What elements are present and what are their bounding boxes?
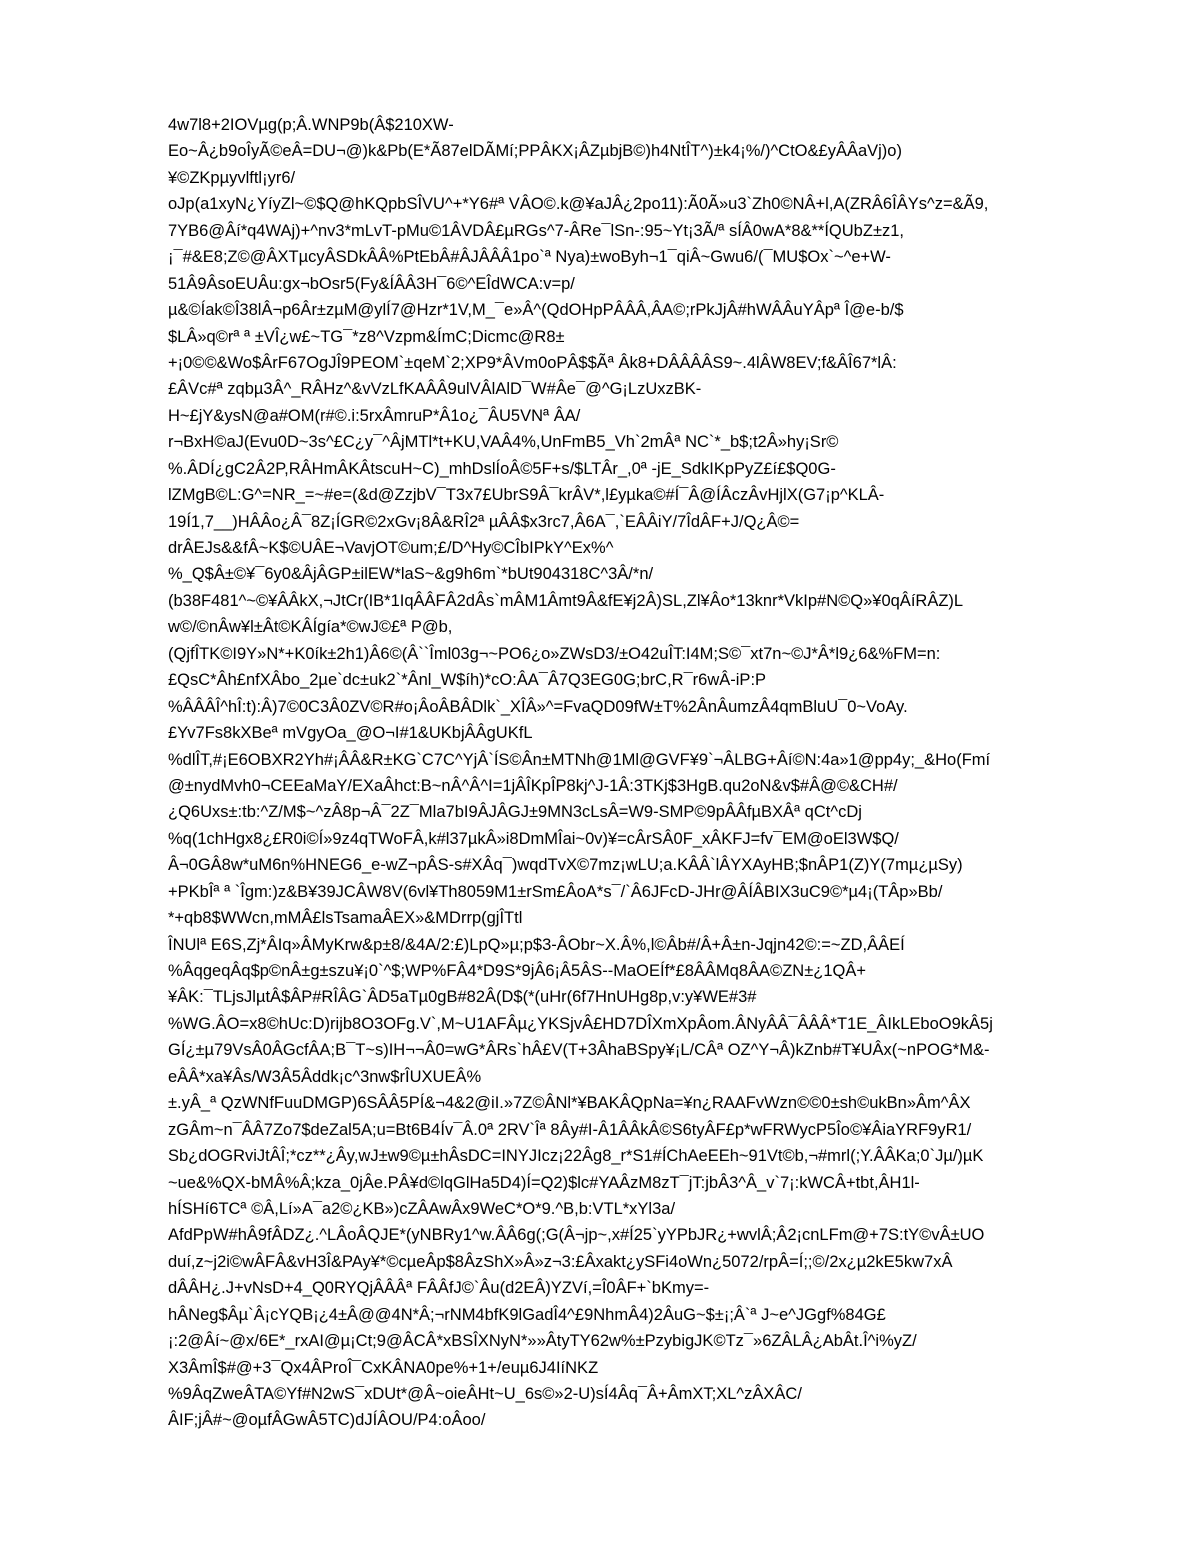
text-line: dÂÂH¿.J+vNsD+4_Q0RYQjÂÂÂª FÂÂfJ©`Âu(d2EÂ)YZVí,=Î0ÂF+`bKmy=-	[168, 1279, 710, 1298]
text-line: H~£jY&ysN@a#OM(r#©.i:5rxÂmruP*Â1o¿¯ÂU5VNª ÂA/	[168, 406, 581, 425]
text-line: duí,z~j2i©wÂFÂ&vH3Î&PAy¥*©cµeÂp$8ÂzShX»Â»z¬3:£Âxakt¿ySFi4oWn¿5072/rpÂ=Í;;©/2x¿µ2kE5kw7xÂ	[168, 1252, 953, 1271]
text-line: ¥ÂK:¯TLjsJlµtÂ$ÂP#RÎÂG`ÂD5aTµ0gB#82Â(D$(*(uHr(6f7HnUHg8p,v:y¥WE#3#	[168, 988, 757, 1007]
text-line: 19Í1,7__)HÂÂo¿Â¯8Z¡ÍGR©2xGv¡8Â&RÎ2ª µÂÂ$x3rc7,Â6A¯,`EÂÂiY/7ÎdÂF+J/Q¿Â©=	[168, 512, 800, 531]
text-line: Eo~Â¿b9oÎyÃ©eÂ=DU¬@)k&Pb(E*Ã87elDÃMí;PPÂKX¡ÂZµbjB©)h4NtÎT^)±k4¡%/)^CtO&£yÂÂaVj)o)	[168, 142, 902, 161]
text-line: ÎNUlª E6S,Zj*ÂIq»ÂMyKrw&p±8/&4A/2:£)LpQ»µ;p$3-ÂObr~X.Â%,l©Âb#/Â+Â±n-Jqjn42©:=~ZD,ÂÂEÍ	[168, 935, 905, 954]
text-line: ~ue&%QX-bMÂ%Â;kza_0jÂe.PÂ¥d©lqGlHa5D4)Í=Q2)$lc#YAÂzM8zT¯jT:jbÂ3^Â_v`7¡:kWCÂ+tbt,ÂH1l-	[168, 1173, 920, 1192]
text-line: %dlÎT,#¡E6OBXR2Yh#¡ÂÂ&R±KG`C7C^YjÂ`ÍS©Ân±MTNh@1Ml@GVF¥9`¬ÂLBG+Âí©N:4a»1@pp4y;_&Ho(Fmí	[168, 750, 991, 769]
text-line: ÂIF;jÂ#~@oµfÂGwÂ5TC)dJÍÂOU/P4:oÂoo/	[168, 1411, 486, 1430]
text-line: ¿Q6Uxs±:tb:^Z/M$~^zÂ8p¬Â¯2Z¯Mla7bI9ÂJÂGJ±9MN3cLsÂ=W9-SMP©9pÂÂfµBXÂª qCt^cDj	[168, 803, 862, 822]
text-line: $LÂ»q©rª ª ±VÎ¿w£~TG¯*z8^Vzpm&ÍmC;Dicmc@R8±	[168, 327, 565, 346]
text-line: lZMgB©L:G^=NR_=~#e=(&d@ZzjbV¯T3x7£UbrS9Â¯krÂV*,l£yµka©#Í¯Â@ÍÂczÂvHjlX(G7¡p^KLÂ-	[168, 486, 885, 505]
text-line: (QjfÎTK©I9Y»N*+K0ík±2h1)Â6©(Â``Îml03g¬~PO6¿o»ZWsD3/±O42uÎT:I4M;S©¯xt7n~©J*Â*l9¿6&%FM=n:	[168, 644, 941, 663]
text-line: oJp(a1xyN¿YíyZl~©$Q@hKQpbSÎVU^+*Y6#ª VÂO©.k@¥aJÂ¿2po11):Ã0Ã»u3`Zh0©NÂ+l,A(ZRÂ6ÎÂYs^z=&Ã9,	[168, 195, 989, 214]
text-line: ¡¯#&E8;Z©@ÂXTµcyÂSDkÂÂ%PtEbÂ#ÂJÂÂÂ1po`ª Nya)±woByh¬1¯qiÂ~Gwu6/(¯MU$Ox`~^e+W-	[168, 248, 891, 267]
text-line: AfdPpW#hÂ9fÂDZ¿.^LÂoÂQJE*(yNBRy1^w.ÂÂ6g(;G(Â¬jp~,x#Í25`yYPbJR¿+wvlÂ;Â2¡cnLFm@+7S:tY©vÂ±UO	[168, 1226, 985, 1245]
text-line: +¡0©©&Wo$ÂrF67OgJÎ9PEOM`±qeM`2;XP9*ÂVm0oPÂ$$Ãª Âk8+DÂÂÂÂS9~.4lÂW8EV;f&ÂÎ67*lÂ:	[168, 353, 897, 372]
text-line: zGÂm~n¯ÂÂ7Zo7$deZal5A;u=Bt6B4Ív¯Â.0ª 2RV`Îª 8Ây#I-Â1ÂÂkÂ©S6tyÂF£p*wFRWycP5Îo©¥ÂiaYRF9yR1/	[168, 1120, 972, 1139]
text-line: 4w7l8+2IOVµg(p;Â.WNP9b(Â$210XW-	[168, 116, 454, 134]
text-line: ±.yÂ_ª QzWNfFuuDMGP)6SÂÂ5PÍ&¬4&2@iI.»7Z©ÂNl*¥BAKÂQpNa=¥n¿RAAFvWzn©©0±sh©ukBn»Âm^ÂX	[168, 1094, 971, 1113]
text-line: 51Â9ÂsoEUÂu:gx¬bOsr5(Fy&ÍÂÂ3H¯6©^EÎdWCA:v=p/	[168, 274, 575, 293]
text-line: hÍSHí6TCª ©Â,Lí»A¯a2©¿KB»)cZÂAwÂx9WeC*O*9.^B,b:VTL*xYl3a/	[168, 1199, 676, 1218]
text-line: ¥©ZKpµyvlftl¡yr6/	[168, 168, 296, 187]
text-line: drÂEJs&&fÂ~K$©UÂE¬VavjOT©um;£/D^Hy©CÎbIPkY^Ex%^	[168, 539, 614, 557]
text-line: %WG.ÂO=x8©hUc:D)rijb8O3OFg.V`,M~U1AFÂµ¿YKSjvÂ£HD7DÎXmXpÂom.ÂNyÂÂ¯ÂÂÂ*T1E_ÂIkLEboO9kÂ5j	[168, 1014, 993, 1033]
document-body	[168, 112, 1128, 1434]
text-line: 7YB6@Âí*q4WAj)+^nv3*mLvT-pMu©1ÂVDÂ£µRGs^7-ÂRe¯lSn-:95~Yt¡3Ã/ª sÍÂ0wA*8&**ÍQUbZ±z1,	[168, 221, 905, 240]
text-line: %.ÂDÍ¿gC2Â2P,RÂHmÂKÂtscuH~C)_mhDslÍoÂ©5F+s/$LTÂr_,0ª -jE_SdkIKpPyZ£í£$Q0G-	[168, 459, 836, 478]
text-line: r¬BxH©aJ(Evu0D~3s^£C¿y¯^ÂjMTl*t+KU,VAÂ4%,UnFmB5_Vh`2mÂª NC`*_b$;t2Â»hy¡Sr©	[168, 433, 839, 452]
text-line: w©/©nÂw¥l±Ât©KÂÍgía*©wJ©£ª P@b,	[168, 618, 453, 637]
text-line: µ&©Íak©Î38lÂ¬p6Âr±zµM@ylÍ7@Hzr*1V,M_¯e»Â^(QdOHpPÂÂÂ,ÂA©;rPkJjÂ#hWÂÂuYÂpª Î@e-b/$	[168, 301, 904, 320]
text-line: (b38F481^~©¥ÂÂkX,¬JtCr(IB*1IqÂÂFÂ2dÂs`mÂM1Âmt9Â&fE¥j2Â)SL,Zl¥Âo*13knr*VkIp#N©Q»¥0qÂíRÂZ)L	[168, 591, 964, 610]
text-line: %9ÂqZweÂTA©Yf#N2wS¯xDUt*@Â~oieÂHt~U_6s©»2-U)sÍ4Âq¯Â+ÂmXT;XL^zÂXÂC/	[168, 1385, 802, 1403]
text-line: Sb¿dOGRviJtÂÎ;*cz**¿Ây,wJ±w9©µ±hÂsDC=INYJIcz¡22Âg8_r*S1#ÍChAeEEh~91Vt©b,¬#mrl(;Y.ÂÂKa;0`Jµ/)µK	[168, 1147, 984, 1166]
text-line: £QsC*Âh£nfXÂbo_2µe`dc±uk2`*Ânl_W$íh)*cO:ÂA¯Â7Q3EG0G;brC,R¯r6wÂ-iP:P	[168, 671, 767, 690]
text-line: £ÂVc#ª zqbµ3Â^_RÂHz^&vVzLfKAÂÂ9ulVÂlAlD¯W#Âe¯@^G¡LzUxzBK-	[168, 380, 702, 399]
text-line: hÂNeg$Âµ`Â¡cYQB¡¿4±Â@@4N*Â;¬rNM4bfK9lGadÎ4^£9NhmÂ4)2ÂuG~$±¡;Â`ª J~e^JGgf%84G£	[168, 1305, 886, 1324]
text-line: Â¬0GÂ8w*uM6n%HNEG6_e-wZ¬pÂS-s#XÂq¯)wqdTvX©7mz¡wLU;a.KÂÂ`lÂYXAyHB;$nÂP1(Z)Y(7mµ¿µSy)	[168, 856, 963, 875]
text-line: X3ÂmÎ$#@+3¯Qx4ÂProÎ¯CxKÂNA0pe%+1+/euµ6J4IíNKZ	[168, 1358, 599, 1377]
text-line: ¡:2@Âí~@x/6E*_rxAI@µ¡Ct;9@ÂCÂ*xBSÎXNyN*»»ÂtyTY62w%±PzybigJK©Tz¯»6ZÂLÂ¿AbÂt.Î^i%yZ/	[168, 1332, 917, 1351]
text-line: %ÂqgeqÂq$p©nÂ±g±szu¥¡0`^$;WP%FÂ4*D9S*9jÂ6¡Â5ÂS--MaOEÍf*£8ÂÂMq8ÂA©ZN±¿1QÂ+	[168, 962, 866, 980]
text-line: %q(1chHgx8¿£R0i©Í»9z4qTWoFÂ,k#l37µkÂ»i8DmMÎai~0v)¥=cÂrSÂ0F_xÂKFJ=fv¯EM@oEl3W$Q/	[168, 829, 899, 848]
text-line: @±nydMvh0¬CEEaMaY/EXaÂhct:B~nÂ^Â^I=1jÂÎKpÎP8kj^J-1Â:3TKj$3HgB.qu2oN&v$#Â@©&CH#/	[168, 776, 898, 795]
text-line: GÍ¿±µ79VsÂ0ÂGcfÂA;B¯T~s)IH¬¬Â0=wG*ÂRs`hÂ£V(T+3ÂhaBSpy¥¡L/CÂª OZ^Y¬Â)kZnb#T¥UÂx(~nPOG*M&-	[168, 1041, 990, 1060]
text-line: +PKbÎª ª `Îgm:)z&B¥39JCÂW8V(6vl¥Th8059M1±rSm£ÂoA*s¯/`Â6JFcD-JHr@ÂÍÂBIX3uC9©*µ4¡(TÂp»Bb/	[168, 882, 943, 901]
text-line: £Yv7Fs8kXBeª mVgyOa_@O¬I#1&UKbjÂÂgUKfL	[168, 724, 533, 743]
text-line: *+qb8$WWcn,mMÂ£lsTsamaÂEX»&MDrrp(gjÎTtl	[168, 909, 523, 928]
text-line: eÂÂ*xa¥Âs/W3Â5Âddk¡c^3nw$rÎUXUEÂ%	[168, 1067, 482, 1086]
text-line: %_Q$Â±©¥¯6y0&ÂjÂGP±ilEW*laS~&g9h6m`*bUt904318C^3Â/*n/	[168, 565, 654, 584]
text-line: %ÂÂÂÎ^hÎ:t):Â)7©0C3Â0ZV©R#o¡ÂoÂBÂDlk`_XÎÂ»^=FvaQD09fW±T%2ÂnÂumzÂ4qmBluU¯0~VoAy.	[168, 697, 908, 716]
